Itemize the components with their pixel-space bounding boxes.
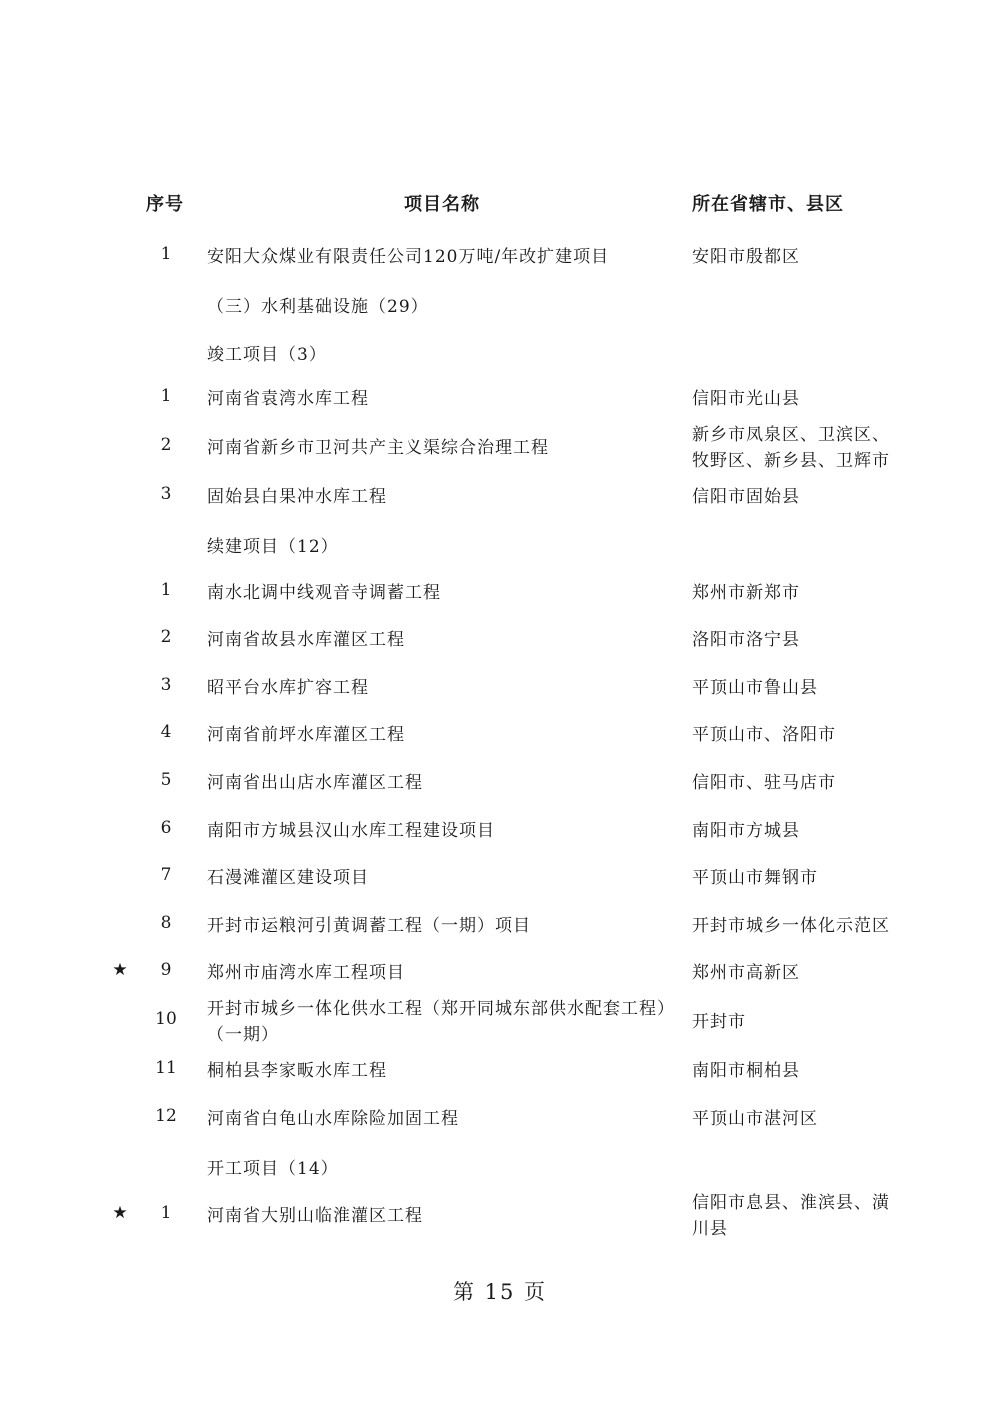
header-project-name: 项目名称 (404, 194, 480, 215)
page-number: 第 15 页 (452, 1280, 548, 1304)
project-location: 安阳市殷都区 (692, 247, 800, 267)
row-number: 2 (160, 435, 172, 455)
project-name: 固始县白果冲水库工程 (207, 487, 387, 507)
project-name: 郑州市庙湾水库工程项目 (207, 963, 405, 983)
project-name: 河南省故县水库灌区工程 (207, 630, 405, 650)
project-name: 开封市城乡一体化供水工程（郑开同城东部供水配套工程）（一期） (207, 999, 675, 1045)
section-heading-new-start: 开工项目（14） (207, 1159, 339, 1179)
project-name: 昭平台水库扩容工程 (207, 678, 369, 698)
row-number: 2 (160, 627, 172, 647)
project-location: 信阳市固始县 (692, 487, 800, 507)
project-name: 安阳大众煤业有限责任公司120万吨/年改扩建项目 (207, 247, 610, 267)
section-heading-continuing: 续建项目（12） (207, 537, 339, 557)
project-name: 南阳市方城县汉山水库工程建设项目 (207, 821, 495, 841)
row-number: 1 (160, 386, 172, 406)
section-heading-water-infrastructure: （三）水利基础设施（29） (207, 297, 429, 317)
project-name: 河南省袁湾水库工程 (207, 389, 369, 409)
row-number: 3 (160, 484, 172, 504)
header-serial-number: 序号 (146, 194, 184, 215)
project-name: 河南省白龟山水库除险加固工程 (207, 1109, 459, 1129)
section-heading-completed: 竣工项目（3） (207, 345, 327, 365)
project-name: 河南省前坪水库灌区工程 (207, 725, 405, 745)
project-location: 平顶山市鲁山县 (692, 678, 818, 698)
star-marker-icon: ★ (112, 1203, 128, 1223)
project-name: 桐柏县李家畈水库工程 (207, 1061, 387, 1081)
project-location: 信阳市、驻马店市 (692, 773, 836, 793)
project-location: 平顶山市湛河区 (692, 1109, 818, 1129)
row-number: 9 (160, 960, 172, 980)
project-location: 郑州市高新区 (692, 963, 800, 983)
row-number: 7 (160, 865, 172, 885)
project-name: 河南省大别山临淮灌区工程 (207, 1206, 423, 1226)
project-name: 南水北调中线观音寺调蓄工程 (207, 583, 441, 603)
project-location: 开封市 (692, 1012, 746, 1032)
project-name: 河南省出山店水库灌区工程 (207, 773, 423, 793)
project-location: 信阳市息县、淮滨县、潢川县 (692, 1193, 890, 1239)
star-marker-icon: ★ (112, 960, 128, 980)
header-location: 所在省辖市、县区 (692, 194, 844, 215)
project-name: 河南省新乡市卫河共产主义渠综合治理工程 (207, 438, 549, 458)
row-number: 1 (160, 580, 172, 600)
project-name: 开封市运粮河引黄调蓄工程（一期）项目 (207, 916, 531, 936)
row-number: 1 (160, 244, 172, 264)
project-location: 平顶山市舞钢市 (692, 868, 818, 888)
row-number: 11 (155, 1058, 177, 1078)
row-number: 8 (160, 913, 172, 933)
project-location: 洛阳市洛宁县 (692, 630, 800, 650)
project-location: 开封市城乡一体化示范区 (692, 916, 890, 936)
project-location: 郑州市新郑市 (692, 583, 800, 603)
project-location: 南阳市桐柏县 (692, 1061, 800, 1081)
project-name: 石漫滩灌区建设项目 (207, 868, 369, 888)
row-number: 3 (160, 675, 172, 695)
row-number: 5 (160, 770, 172, 790)
project-location: 南阳市方城县 (692, 821, 800, 841)
row-number: 10 (155, 1009, 177, 1029)
row-number: 6 (160, 818, 172, 838)
row-number: 1 (160, 1203, 172, 1223)
project-location: 新乡市凤泉区、卫滨区、牧野区、新乡县、卫辉市 (692, 425, 890, 471)
project-location: 平顶山市、洛阳市 (692, 725, 836, 745)
project-location: 信阳市光山县 (692, 389, 800, 409)
row-number: 12 (155, 1106, 177, 1126)
row-number: 4 (160, 722, 172, 742)
